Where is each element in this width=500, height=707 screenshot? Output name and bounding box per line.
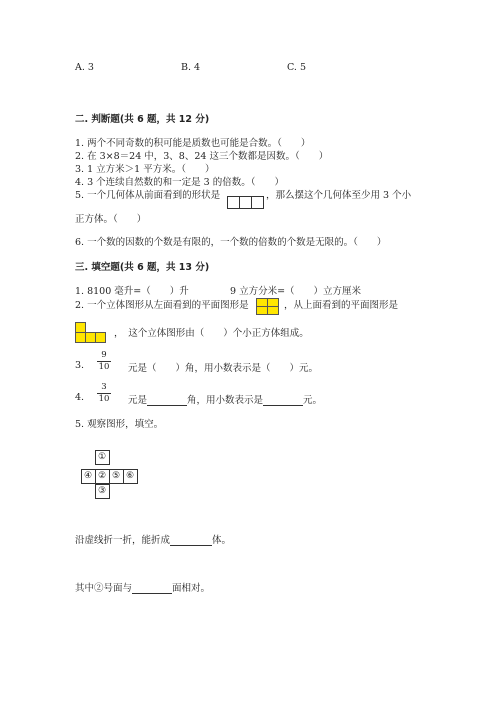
fraction-numerator: 3: [101, 382, 107, 392]
judge-q5-text-a: 5. 一个几何体从前面看到的形状是: [75, 190, 221, 201]
fill-q1-b: 9 立方分米=（ ）立方厘米: [230, 286, 362, 297]
fill-q2-text-c: ， 这个立体图形由（ ）个小正方体组成。: [114, 328, 309, 339]
fill-q1-a: 1. 8100 毫升=（ ）升: [75, 286, 189, 297]
judge-q3: 3. 1 立方米＞1 平方米。（ ）: [75, 164, 215, 175]
fraction-denominator: 10: [98, 394, 110, 404]
judge-q6: 6. 一个数的因数的个数是有限的，一个数的倍数的个数是无限的。（ ）: [75, 237, 387, 248]
fill-q4-text: [128, 392, 322, 406]
choice-b[interactable]: B. 4: [181, 62, 201, 73]
fill-q4-text-2: 角，用小数表示是: [187, 395, 264, 406]
fill-q5-face-a: 其中②号面与: [75, 583, 133, 594]
fill-q5-fold-b: 体。: [212, 535, 232, 546]
fill-q5-face-b: 面相对。: [172, 583, 211, 594]
fraction-numerator: 9: [101, 350, 107, 360]
judge-q1: 1. 两个不同奇数的积可能是质数也可能是合数。（ ）: [75, 138, 311, 149]
choice-a[interactable]: A. 3: [75, 62, 94, 73]
fill-q5-face: [75, 580, 210, 594]
fill-q5: 5. 观察图形，填空。: [75, 419, 164, 430]
fill-q5-fold: [75, 532, 231, 546]
fill-q2-text-a: 2. 一个立体图形从左面看到的平面图形是: [75, 300, 249, 311]
answer-blank[interactable]: [132, 584, 172, 594]
choice-c[interactable]: C. 5: [287, 62, 307, 73]
fill-q3-text: 元是（ ）角，用小数表示是（ ）元。: [128, 363, 319, 374]
section2-title: 二. 判断题(共 6 题，共 12 分): [75, 114, 210, 125]
fill-q5-fold-a: 沿虚线折一折，能折成: [75, 535, 171, 546]
fill-q4-fraction: [97, 383, 111, 404]
net-face-label: ③: [97, 486, 107, 496]
fill-q4-text-3: 元。: [303, 395, 323, 406]
judge-q5-text-b: ，那么摆这个几何体至少用 3 个小: [266, 190, 412, 201]
fill-q2-text-b: ，从上面看到的平面图形是: [284, 300, 399, 311]
fill-q4-text-1: 元是: [128, 395, 148, 406]
fill-q4-number: 4.: [75, 392, 85, 403]
section3-title: 三. 填空题(共 6 题，共 13 分): [75, 262, 210, 273]
answer-blank[interactable]: [170, 536, 212, 546]
net-face-label: ②: [97, 471, 107, 481]
net-face-label: ⑤: [111, 471, 121, 481]
judge-q5-text-c: 正方体。（ ）: [75, 214, 147, 225]
answer-blank[interactable]: [147, 396, 187, 406]
net-face-label: ④: [83, 471, 93, 481]
net-face-label: ①: [97, 452, 107, 462]
judge-q2: 2. 在 3×8＝24 中，3、8、24 这三个数都是因数。（ ）: [75, 151, 329, 162]
fraction-denominator: 10: [98, 362, 110, 372]
judge-q4: 4. 3 个连续自然数的和一定是 3 的倍数。（ ）: [75, 177, 284, 188]
fill-q3-number: 3.: [75, 360, 85, 371]
fill-q3-fraction: [97, 351, 111, 372]
answer-blank[interactable]: [263, 396, 303, 406]
net-face-label: ⑥: [125, 471, 135, 481]
